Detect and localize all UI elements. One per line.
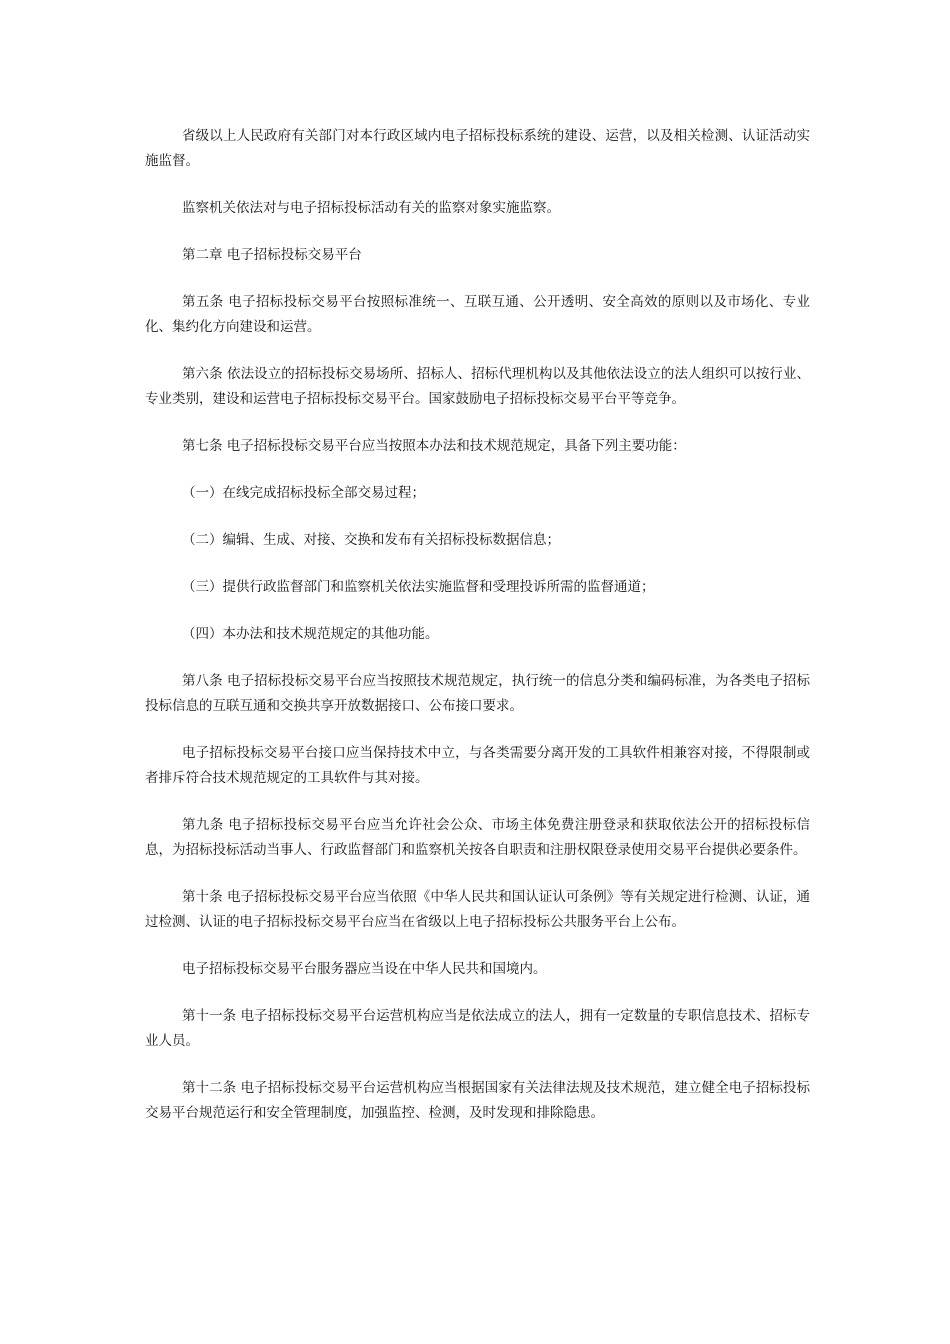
article-10: 第十条 电子招标投标交易平台应当依照《中华人民共和国认证认可条例》等有关规定进行检测、认证，通过检测、认证的电子招标投标交易平台应当在省级以上电子招标投标公共服务平台上公布。 <box>145 889 810 930</box>
article-7-item-3: （三）提供行政监督部门和监察机关依法实施监督和受理投诉所需的监督通道； <box>182 579 655 595</box>
paragraph-supervisory-organs: 监察机关依法对与电子招标投标活动有关的监察对象实施监察。 <box>182 200 560 216</box>
article-8: 第八条 电子招标投标交易平台应当按照技术规范规定，执行统一的信息分类和编码标准，为各类电子招标投标信息的互联互通和交换共享开放数据接口、公布接口要求。 <box>145 673 810 714</box>
paragraph-provincial-supervision: 省级以上人民政府有关部门对本行政区域内电子招标投标系统的建设、运营，以及相关检测、认证活动实施监督。 <box>145 128 810 169</box>
chapter-heading-2: 第二章 电子招标投标交易平台 <box>182 247 362 263</box>
document-body <box>145 124 810 1148</box>
article-12: 第十二条 电子招标投标交易平台运营机构应当根据国家有关法律法规及技术规范，建立健全电子招标投标交易平台规范运行和安全管理制度，加强监控、检测，及时发现和排除隐患。 <box>145 1080 810 1121</box>
article-7: 第七条 电子招标投标交易平台应当按照本办法和技术规范规定，具备下列主要功能： <box>182 438 686 454</box>
article-9: 第九条 电子招标投标交易平台应当允许社会公众、市场主体免费注册登录和获取依法公开的招标投标信息，为招标投标活动当事人、行政监督部门和监察机关按各自职责和注册权限登录使用交易平台提供必要条件。 <box>145 817 810 858</box>
article-7-item-2: （二）编辑、生成、对接、交换和发布有关招标投标数据信息； <box>182 532 560 548</box>
article-7-item-1: （一）在线完成招标投标全部交易过程； <box>182 485 425 501</box>
article-10-server: 电子招标投标交易平台服务器应当设在中华人民共和国境内。 <box>182 961 547 977</box>
article-5: 第五条 电子招标投标交易平台按照标准统一、互联互通、公开透明、安全高效的原则以及市场化、专业化、集约化方向建设和运营。 <box>145 294 810 335</box>
article-6: 第六条 依法设立的招标投标交易场所、招标人、招标代理机构以及其他依法设立的法人组织可以按行业、专业类别，建设和运营电子招标投标交易平台。国家鼓励电子招标投标交易平台平等竞争。 <box>145 366 810 407</box>
article-7-item-4: （四）本办法和技术规范规定的其他功能。 <box>182 626 439 642</box>
article-8-interface: 电子招标投标交易平台接口应当保持技术中立，与各类需要分离开发的工具软件相兼容对接，不得限制或者排斥符合技术规范规定的工具软件与其对接。 <box>145 745 810 786</box>
article-11: 第十一条 电子招标投标交易平台运营机构应当是依法成立的法人，拥有一定数量的专职信息技术、招标专业人员。 <box>145 1008 810 1049</box>
